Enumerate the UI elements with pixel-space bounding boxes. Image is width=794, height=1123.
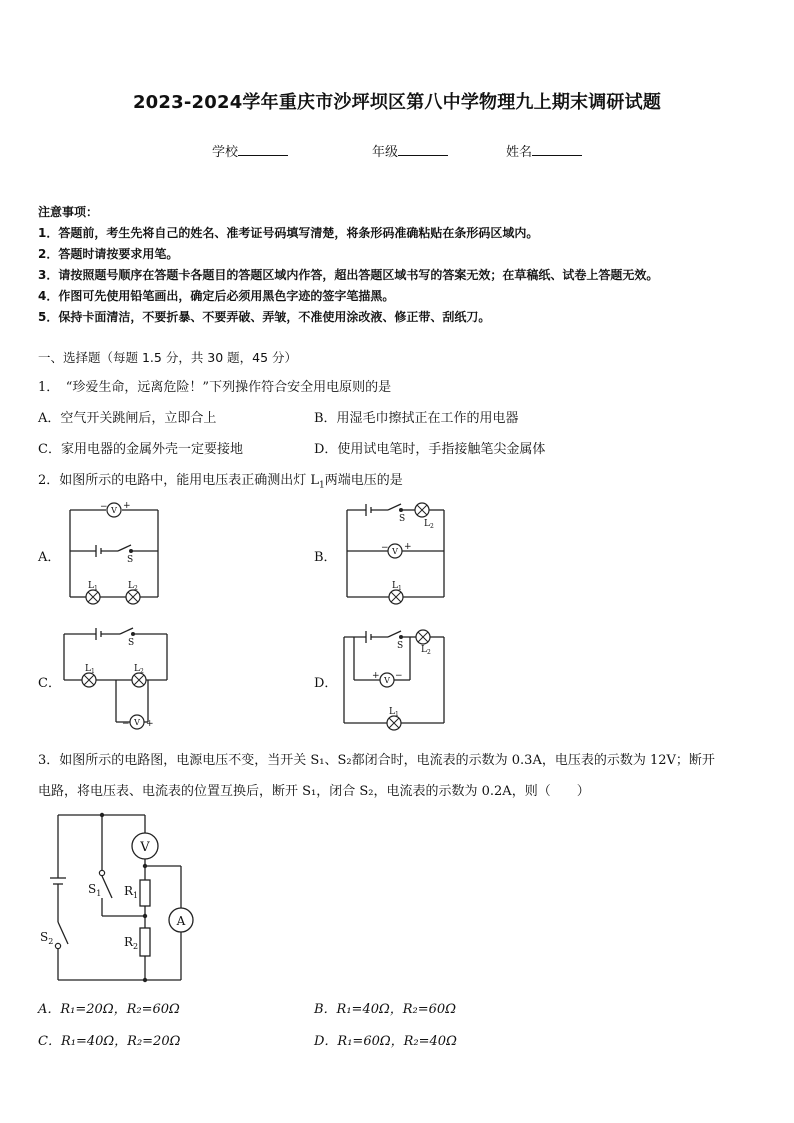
q3-stem-line2: 电路，将电压表、电流表的位置互换后，断开 S₁，闭合 S₂，电流表的示数为 0.2A，则（ ）	[38, 784, 590, 799]
junction-dot	[100, 813, 104, 817]
lamp1-label: $L_1$	[85, 664, 95, 675]
switch-contact	[399, 635, 403, 639]
note-item: 1．答题前，考生先将自己的姓名、准考证号码填写清楚，将条形码准确粘贴在条形码区域内。	[38, 226, 539, 240]
q2-label-b: B．	[314, 550, 337, 565]
q3-option-d: D．R₁=60Ω，R₂=40Ω	[314, 1034, 457, 1049]
switch-label: S	[397, 641, 404, 651]
notes-heading: 注意事项：	[38, 205, 99, 219]
junction-dot	[143, 978, 147, 982]
switch-contact	[55, 943, 60, 948]
name-label: 姓名	[506, 145, 533, 160]
q2-label-d: D．	[314, 676, 338, 691]
minus-sign: −	[100, 502, 108, 512]
voltmeter-letter: V	[140, 840, 150, 855]
minus-sign: −	[395, 671, 403, 681]
s1-label: $S_1$	[88, 882, 102, 898]
q1-option-d: D．使用试电笔时，手指接触笔尖金属体	[314, 442, 546, 457]
lamp1-label: $L_1$	[88, 581, 98, 592]
note-item: 2．答题时请按要求用笔。	[38, 247, 179, 261]
minus-sign: −	[122, 719, 130, 729]
voltmeter-letter: V	[134, 718, 140, 727]
r2-label: $R_2$	[124, 935, 139, 951]
q1-option-b: B．用湿毛巾擦拭正在工作的用电器	[314, 411, 519, 426]
minus-sign: −	[381, 543, 389, 553]
q3-option-b: B．R₁=40Ω，R₂=60Ω	[314, 1002, 456, 1017]
circuit-a	[70, 510, 158, 597]
ammeter-letter: A	[176, 914, 186, 928]
junction-dot	[143, 864, 147, 868]
switch-label: S	[127, 555, 134, 565]
section-heading: 一、选择题（每题 1.5 分，共 30 题，45 分）	[38, 350, 298, 365]
note-item: 5．保持卡面清洁，不要折暴、不要弄破、弄皱，不准使用涂改液、修正带、刮纸刀。	[38, 310, 491, 324]
q3-stem-line1: 3．如图所示的电路图，电源电压不变，当开关 S₁、S₂都闭合时，电流表的示数为 0.3A，电压表的示数为 12V；断开	[38, 753, 715, 768]
q2-label-a: A．	[38, 550, 61, 565]
page-title: 2023-2024学年重庆市沙坪坝区第八中学物理九上期末调研试题	[132, 92, 662, 113]
q3-circuit	[50, 815, 193, 980]
q3-option-a: A．R₁=20Ω，R₂=60Ω	[38, 1002, 180, 1017]
note-item: 4．作图可先使用铅笔画出，确定后必须用黑色字迹的签字笔描黑。	[38, 289, 395, 303]
plus-sign: +	[123, 501, 131, 511]
voltmeter-letter: V	[392, 547, 398, 556]
plus-sign: +	[404, 542, 412, 552]
switch-contact	[129, 549, 133, 553]
switch-contact	[399, 508, 403, 512]
switch-contact	[131, 632, 135, 636]
school-label: 学校	[212, 145, 239, 160]
lamp2-label: $L_2$	[424, 519, 434, 530]
switch-label: S	[399, 514, 406, 524]
q1-option-a: A．空气开关跳闸后，立即合上	[38, 411, 217, 426]
grade-label: 年级	[372, 145, 399, 160]
voltmeter-letter: V	[384, 676, 390, 685]
q1-option-c: C．家用电器的金属外壳一定要接地	[38, 442, 243, 457]
junction-dot	[143, 914, 147, 918]
q1-stem: 1． “珍爱生命，远离危险！”下列操作符合安全用电原则的是	[38, 380, 392, 395]
plus-sign: +	[146, 719, 154, 729]
q2-stem-pre: 2．如图所示的电路中，能用电压表正确测出灯 L	[38, 473, 320, 488]
switch-contact	[99, 870, 104, 875]
q2-label-c: C．	[38, 676, 61, 691]
plus-sign: +	[372, 671, 380, 681]
lamp1-label: $L_1$	[392, 581, 402, 592]
voltmeter-letter: V	[111, 506, 117, 515]
lamp2-label: $L_2$	[128, 581, 138, 592]
lamp1-label: $L_1$	[389, 707, 399, 718]
q2-stem-sub: 1	[319, 480, 325, 491]
q2-stem-post: 两端电压的是	[324, 473, 403, 488]
note-item: 3．请按照题号顺序在答题卡各题目的答题区域内作答，超出答题区域书写的答案无效；在草稿纸、试卷上答题无效。	[38, 268, 659, 282]
lamp2-label: $L_2$	[421, 645, 431, 656]
r1-label: $R_1$	[124, 884, 139, 900]
switch-label: S	[128, 638, 135, 648]
lamp2-label: $L_2$	[134, 664, 144, 675]
q3-option-c: C．R₁=40Ω，R₂=20Ω	[38, 1034, 181, 1049]
s2-label: $S_2$	[40, 930, 54, 946]
circuit-c	[64, 628, 167, 722]
